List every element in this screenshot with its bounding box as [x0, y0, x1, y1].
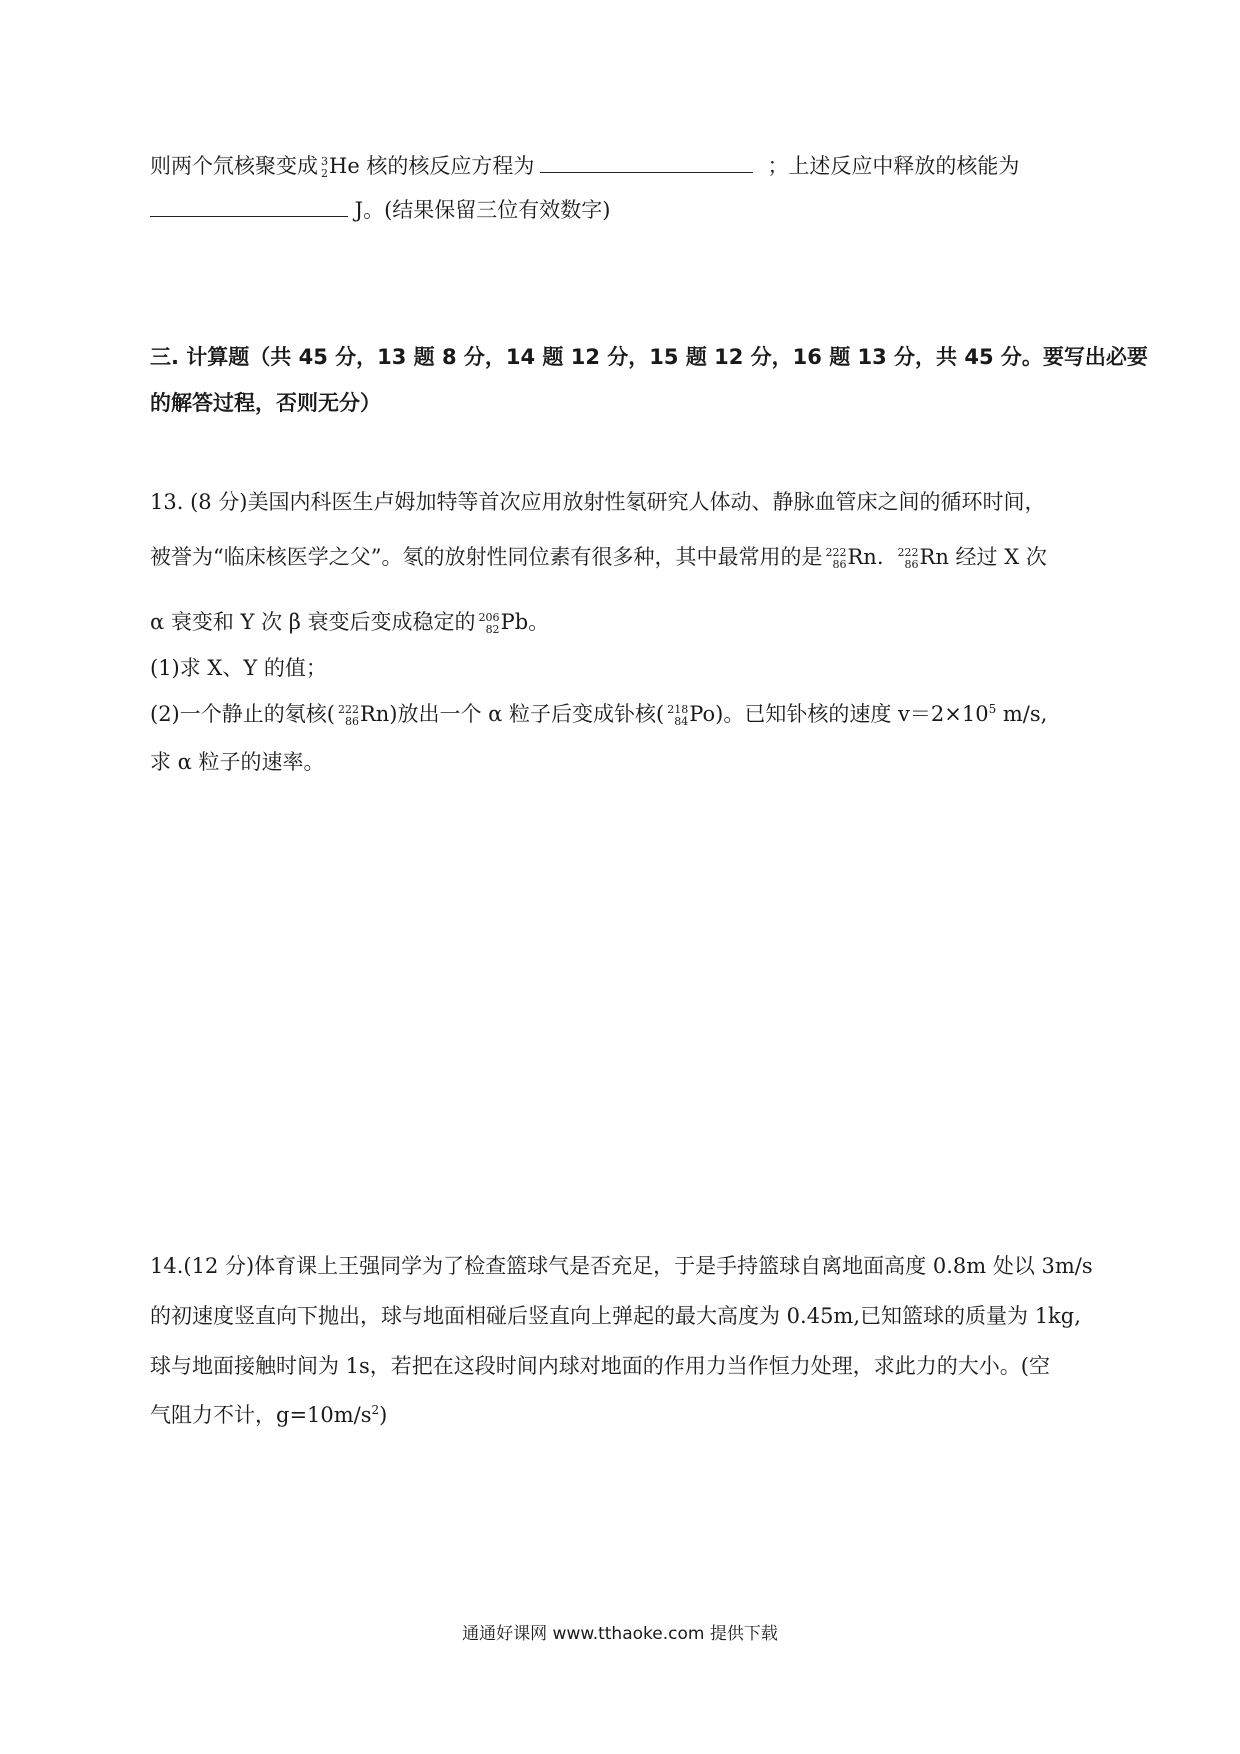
q12-line1: 则两个氘核聚变成 3 2 He 核的核反应方程为 ；上述反应中释放的核能为	[150, 154, 1020, 180]
rn-nuclide: 222 86	[825, 546, 847, 571]
answer-blank-equation[interactable]	[540, 152, 753, 173]
q12-line2	[150, 196, 610, 221]
pb-nuclide: 206 82	[478, 611, 500, 636]
he-nuclide: 3 2	[321, 154, 328, 180]
q12-text-a: 则两个氘核聚变成	[150, 154, 318, 178]
section3-heading-line2: 的解答过程，否则无分）	[150, 391, 381, 415]
q13-line1: 13. (8 分)美国内科医生卢姆加特等首次应用放射性氡研究人体动、静脉血管床之间的循环时间，	[150, 490, 1046, 514]
q13-part1: (1)求 X、Y 的值；	[150, 656, 327, 680]
q12-text-b: 核的核反应方程为	[359, 154, 535, 178]
exponent: 5	[988, 702, 997, 716]
q13-line2: 被誉为“临床核医学之父”。氡的放射性同位素有很多种，其中最常用的是 222 86 Rn. 222 86 Rn 经过 X 次	[150, 545, 1047, 571]
q13-line3: α 衰变和 Y 次 β 衰变后变成稳定的 206 82 Pb。	[150, 610, 550, 636]
exponent: 2	[371, 1403, 380, 1417]
q14-line4: 气阻力不计，$g=10m/s^2$)	[150, 1403, 388, 1427]
q13-part2-line2: 求 α 粒子的速率。	[150, 750, 325, 774]
po-nuclide: 218 84	[667, 702, 689, 728]
q12-text-c: ；上述反应中释放的核能为	[767, 154, 1020, 178]
q12-unit: J。(结果保留三位有效数字)	[348, 198, 611, 222]
answer-blank-energy[interactable]	[150, 196, 348, 217]
q14-line2: 的初速度竖直向下抛出，球与地面相碰后竖直向上弹起的最大高度为 0.45m,已知篮球的质量为 1kg,	[150, 1304, 1081, 1328]
q14-line3: 球与地面接触时间为 1s，若把在这段时间内球对地面的作用力当作恒力处理，求此力的大小。(空	[150, 1354, 1051, 1378]
page-footer: 通通好课网 www.tthaoke.com 提供下载	[462, 1624, 778, 1644]
rn-nuclide-2: 222 86	[897, 546, 919, 571]
q14-line1: 14.(12 分)体育课上王强同学为了检查篮球气是否充足，于是手持篮球自离地面高度 0.8m 处以 3m/s	[150, 1254, 1093, 1278]
q13-part2-line1: (2)一个静止的氡核( 222 86 Rn)放出一个 α 粒子后变成钋核( 218 84 Po)。已知钋核的速度 $v=2\times 10^5$ m/s,	[150, 702, 1048, 728]
section3-heading-line1: 三. 计算题（共 45 分，13 题 8 分，14 题 12 分，15 题 12 分，16 题 13 分，共 45 分。要写出必要	[150, 345, 1148, 369]
rn-nuclide-3: 222 86	[337, 702, 359, 728]
